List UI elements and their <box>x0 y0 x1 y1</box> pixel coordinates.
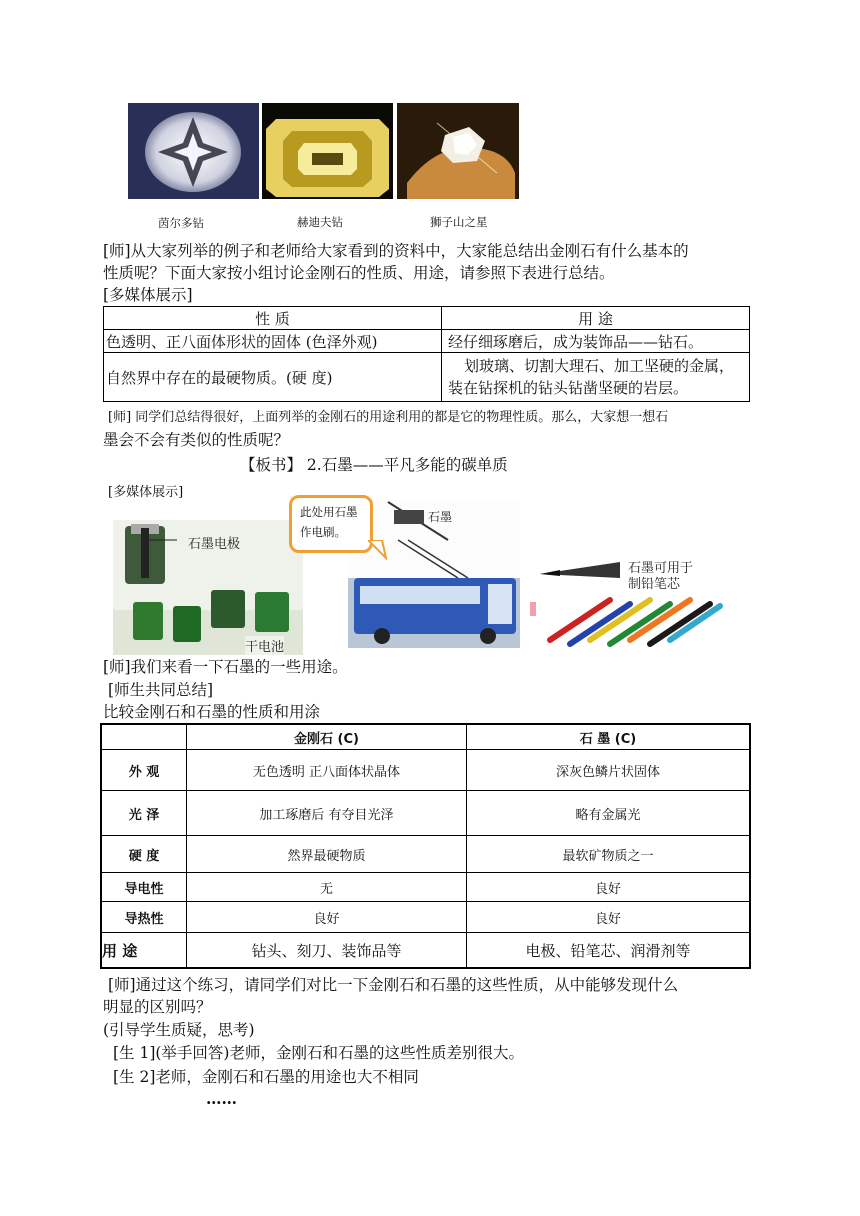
pencil-label-line-2: 制铅笔芯 <box>628 577 681 592</box>
table-cell: 自然界中存在的最硬物质。(硬 度) <box>104 353 442 402</box>
table-row-label: 导热性 <box>101 902 187 933</box>
paragraph-7: [生 2]老师，金刚石和石墨的用途也大不相同 <box>113 1068 419 1086</box>
table-row <box>101 750 750 791</box>
table-header-cell: 用 途 <box>442 307 750 330</box>
table-row-label: 导电性 <box>101 873 187 902</box>
table-cell: 深灰色鳞片状固体 <box>467 750 751 791</box>
comparison-table <box>100 723 751 969</box>
table-cell-line: 划玻璃、切割大理石、加工坚硬的金属， <box>464 357 735 375</box>
paragraph-1-line-2: 性质呢？下面大家按小组讨论金刚石的性质、用途，请参照下表进行总结。 <box>103 264 615 282</box>
battery-label: 干电池 <box>245 636 284 655</box>
table-row <box>104 353 750 402</box>
table-row <box>101 873 750 902</box>
comparison-title: 比较金刚石和石墨的性质和用涂 <box>103 703 321 721</box>
table-header-cell <box>101 724 187 750</box>
caption-diamond-1: 茵尔多钻 <box>158 216 204 230</box>
table-row-label: 光 泽 <box>101 791 187 836</box>
table-header-row <box>104 307 750 330</box>
table-cell: 良好 <box>187 902 467 933</box>
table-row <box>101 933 750 969</box>
table-cell: 无 <box>187 873 467 902</box>
table-cell: 钻头、刻刀、装饰品等 <box>187 933 467 969</box>
paragraph-5: (引导学生质疑，思考) <box>103 1021 255 1039</box>
table-cell: 然界最硬物质 <box>187 836 467 873</box>
table-row <box>101 791 750 836</box>
bubble-line-2: 作电刷。 <box>300 525 346 539</box>
speech-bubble <box>289 495 373 553</box>
paragraph-1-line-1: [师]从大家列举的例子和老师给大家看到的资料中，大家能总结出金刚石有什么基本的 <box>103 242 689 260</box>
paragraph-2-line-1: [师] 同学们总结得很好，上面列举的金刚石的用途利用的都是它的物理性质。那么，大家想一想石 <box>108 410 669 425</box>
paragraph-2-line-2: 墨会不会有类似的性质呢？ <box>103 431 290 449</box>
table-cell: 良好 <box>467 873 751 902</box>
ellipsis: …… <box>206 1089 237 1108</box>
bubble-line-1: 此处用石墨 <box>300 505 358 519</box>
table-cell: 良好 <box>467 902 751 933</box>
table-row-label: 外 观 <box>101 750 187 791</box>
table-cell: 电极、铅笔芯、润滑剂等 <box>467 933 751 969</box>
table-header-cell: 石 墨 (C) <box>467 724 751 750</box>
table-row <box>101 836 750 873</box>
table-cell: 经仔细琢磨后，成为装饰品——钻石。 <box>442 330 750 353</box>
paragraph-6: [生 1](举手回答)老师，金刚石和石墨的这些性质差别很大。 <box>113 1044 524 1062</box>
paragraph-4-line-1: [师]通过这个练习，请同学们对比一下金刚石和石墨的这些性质，从中能够发现什么 <box>108 976 679 994</box>
table-header-cell: 金刚石 (C) <box>187 724 467 750</box>
pencil-label-line-1: 石墨可用于 <box>628 561 694 576</box>
caption-diamond-2: 赫迪夫钻 <box>297 215 343 229</box>
table-cell: 色透明、正八面体形状的固体 (色泽外观) <box>104 330 442 353</box>
summary-label: [师生共同总结] <box>108 681 214 699</box>
paragraph-4-line-2: 明显的区别吗？ <box>103 998 212 1016</box>
table-row <box>104 330 750 353</box>
diamond-properties-table <box>103 306 750 402</box>
table-header-row <box>101 724 750 750</box>
board-note: 【板书】 2.石墨——平凡多能的碳单质 <box>240 456 508 474</box>
table-cell: 加工琢磨后 有夺目光泽 <box>187 791 467 836</box>
diamond-image-1 <box>128 103 259 199</box>
bubble-tail-icon <box>368 540 388 560</box>
table-row-label: 用 途 <box>101 933 187 969</box>
table-row <box>101 902 750 933</box>
electrode-label: 石墨电极 <box>188 537 241 552</box>
table-row-label: 硬 度 <box>101 836 187 873</box>
table-cell: 略有金属光 <box>467 791 751 836</box>
table-header-cell: 性 质 <box>104 307 442 330</box>
caption-diamond-3: 狮子山之星 <box>430 215 488 229</box>
table-cell: 无色透明 正八面体状晶体 <box>187 750 467 791</box>
table-cell <box>442 353 750 402</box>
paragraph-3: [师]我们来看一下石墨的一些用途。 <box>103 658 348 676</box>
multimedia-label-1: [多媒体展示] <box>103 286 193 304</box>
table-cell-line: 装在钻探机的钻头钻凿坚硬的岩层。 <box>448 379 689 397</box>
graphite-label: 石墨 <box>428 510 453 524</box>
diamond-image-3 <box>397 103 519 199</box>
diamond-image-2 <box>262 103 393 199</box>
multimedia-label-2: [多媒体展示] <box>108 485 184 500</box>
table-cell: 最软矿物质之一 <box>467 836 751 873</box>
